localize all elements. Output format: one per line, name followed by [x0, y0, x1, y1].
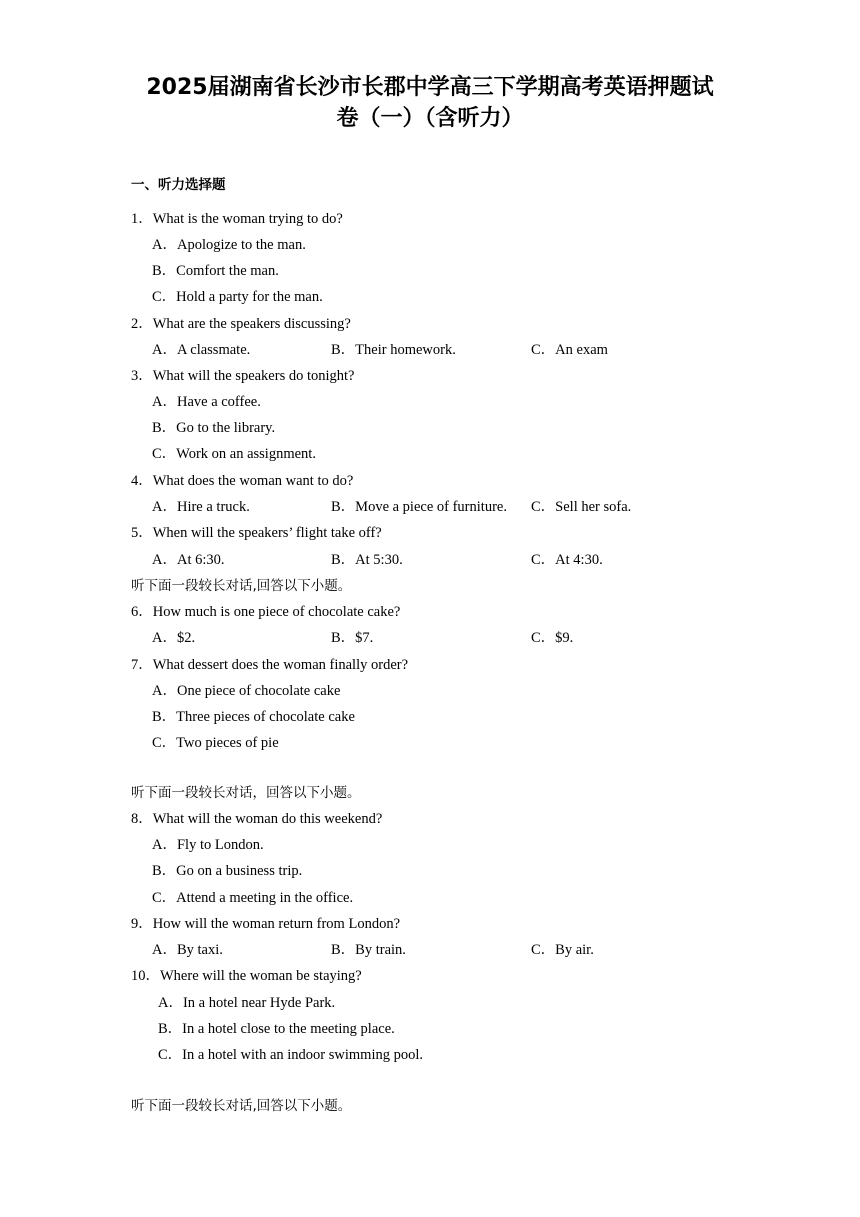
question-8-option-b: B．Go on a business trip.	[152, 863, 303, 879]
question-5-option-c: C．At 4:30.	[531, 552, 603, 568]
question-5-option-b: B．At 5:30.	[331, 552, 403, 568]
question-10-option-c: C．In a hotel with an indoor swimming pool.	[158, 1047, 424, 1063]
question-10: 10．Where will the woman be staying?	[131, 968, 362, 984]
question-3-option-a: A．Have a coffee.	[152, 394, 261, 410]
question-1-option-a: A．Apologize to the man.	[152, 237, 306, 253]
listening-instruction: 听下面一段较长对话,回答以下小题。	[131, 1098, 352, 1114]
question-9-option-b: B．By train.	[331, 942, 406, 958]
question-1-option-b: B．Comfort the man.	[152, 263, 279, 279]
question-4: 4．What does the woman want to do?	[131, 473, 354, 489]
question-10-option-b: B．In a hotel close to the meeting place.	[158, 1021, 395, 1037]
question-8-option-c: C．Attend a meeting in the office.	[152, 890, 354, 906]
listening-instruction: 听下面一段较长对话，回答以下小题。	[131, 785, 361, 801]
question-5-option-a: A．At 6:30.	[152, 552, 225, 568]
question-2-option-c: C．An exam	[531, 342, 608, 358]
question-2-option-b: B．Their homework.	[331, 342, 456, 358]
question-9-option-a: A．By taxi.	[152, 942, 223, 958]
document-title-line-2: 卷（一）（含听力）	[336, 106, 524, 131]
question-7-option-b: B．Three pieces of chocolate cake	[152, 709, 355, 725]
question-1: 1．What is the woman trying to do?	[131, 211, 343, 227]
question-8-option-a: A．Fly to London.	[152, 837, 264, 853]
question-5: 5．When will the speakers’ flight take off?	[131, 525, 382, 541]
question-4-option-c: C．Sell her sofa.	[531, 499, 632, 515]
question-7-option-c: C．Two pieces of pie	[152, 735, 279, 751]
question-3-option-b: B．Go to the library.	[152, 420, 276, 436]
document-title-line-1: 2025届湖南省长沙市长郡中学高三下学期高考英语押题试	[146, 75, 714, 100]
question-9: 9．How will the woman return from London?	[131, 916, 401, 932]
question-7: 7．What dessert does the woman finally order?	[131, 657, 409, 673]
question-6-option-b: B．$7.	[331, 630, 374, 646]
question-7-option-a: A．One piece of chocolate cake	[152, 683, 341, 699]
question-6-option-a: A．$2.	[152, 630, 196, 646]
question-10-option-a: A．In a hotel near Hyde Park.	[158, 995, 336, 1011]
question-3: 3．What will the speakers do tonight?	[131, 368, 355, 384]
question-2-option-a: A．A classmate.	[152, 342, 251, 358]
question-3-option-c: C．Work on an assignment.	[152, 446, 316, 462]
question-9-option-c: C．By air.	[531, 942, 594, 958]
question-8: 8．What will the woman do this weekend?	[131, 811, 383, 827]
question-4-option-b: B．Move a piece of furniture.	[331, 499, 507, 515]
question-1-option-c: C．Hold a party for the man.	[152, 289, 323, 305]
question-6: 6．How much is one piece of chocolate cake?	[131, 604, 401, 620]
question-2: 2．What are the speakers discussing?	[131, 316, 351, 332]
question-6-option-c: C．$9.	[531, 630, 574, 646]
question-4-option-a: A．Hire a truck.	[152, 499, 250, 515]
listening-instruction: 听下面一段较长对话,回答以下小题。	[131, 578, 352, 594]
section-heading: 一、听力选择题	[131, 177, 226, 193]
